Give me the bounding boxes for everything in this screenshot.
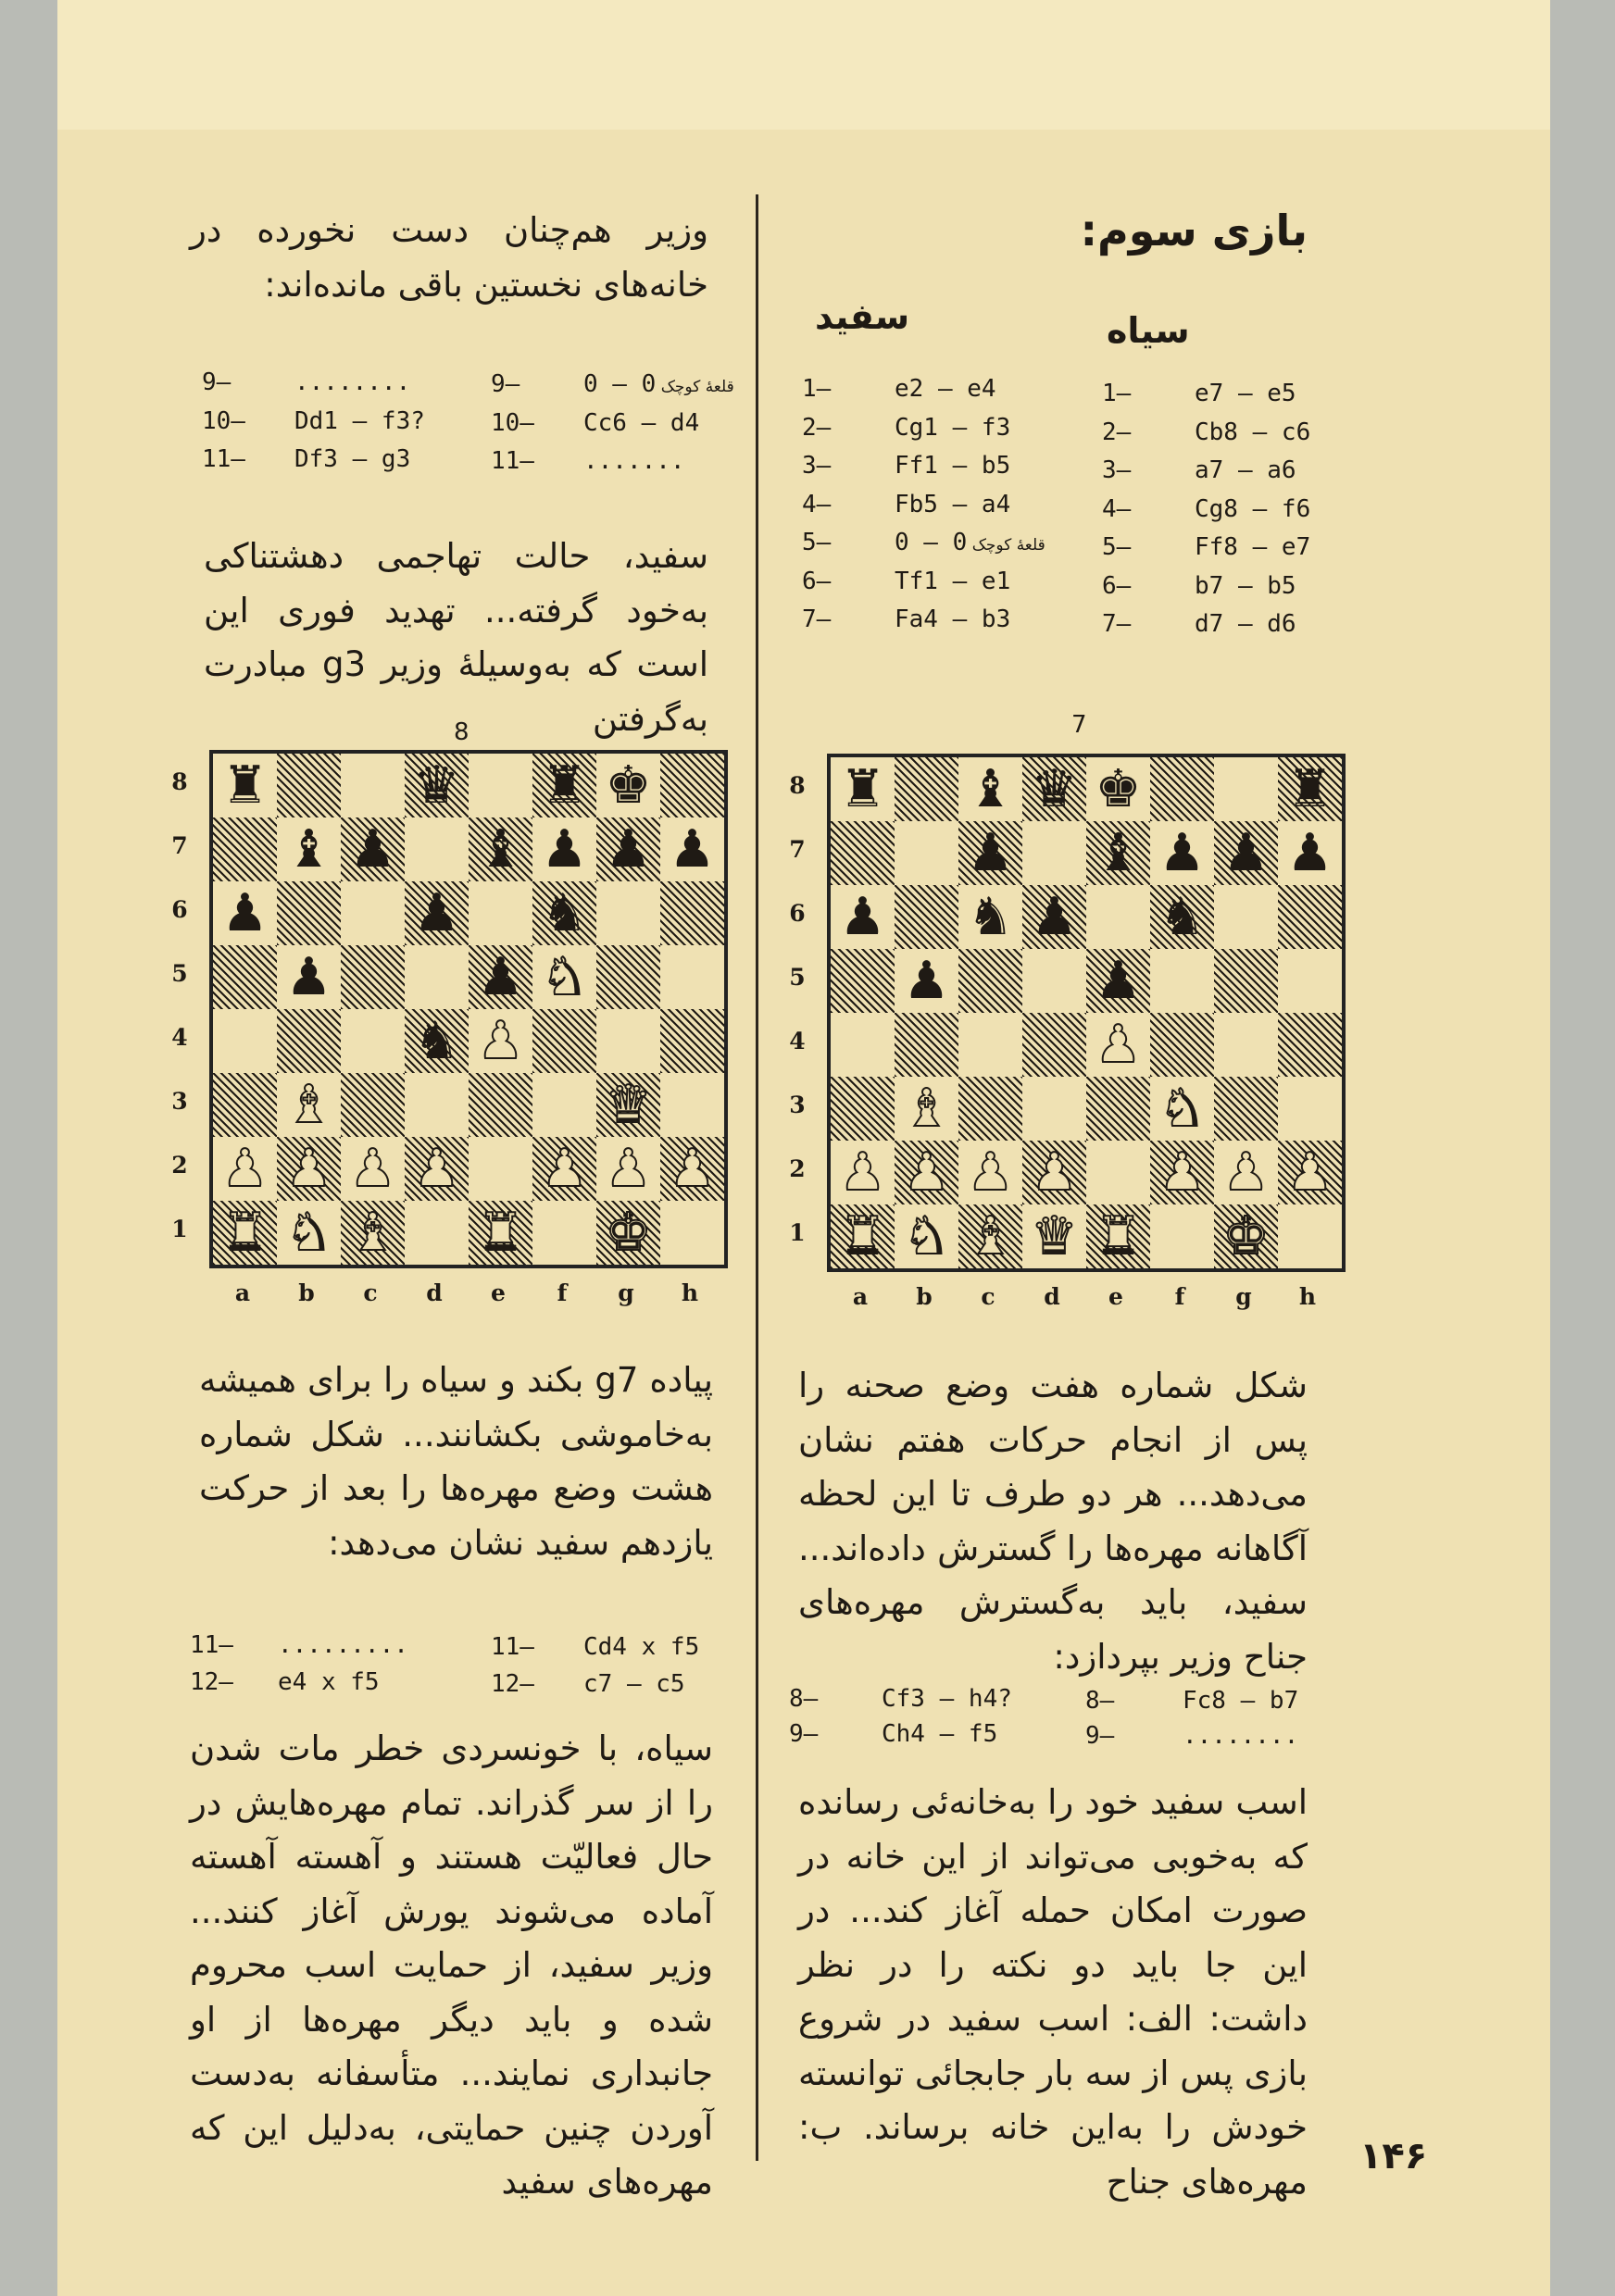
- board-square: [1022, 821, 1086, 885]
- move-row: [1102, 456, 1296, 484]
- black-king-icon: ♚: [1095, 759, 1142, 819]
- board-square: [532, 1073, 596, 1137]
- black-bishop-icon: ♝: [967, 759, 1014, 819]
- board-square: [277, 881, 341, 945]
- file-label: g: [1235, 1283, 1252, 1310]
- rank-label: 4: [171, 1024, 188, 1051]
- black-pawn-icon: ♟: [221, 883, 269, 943]
- black-pawn-icon: ♟: [967, 823, 1014, 883]
- white-queen-icon: ♛: [605, 1075, 652, 1135]
- black-king-icon: ♚: [605, 755, 652, 816]
- black-queen-icon: ♛: [1031, 759, 1078, 819]
- file-label: c: [363, 1279, 378, 1306]
- rank-label: 8: [789, 772, 806, 799]
- white-pawn-icon: ♟: [967, 1142, 1014, 1203]
- move-number: 11—: [491, 447, 534, 475]
- black-pawn-icon: ♟: [477, 947, 524, 1007]
- black-pawn-icon: ♟: [349, 819, 396, 880]
- move-text: Dd1 — f3?: [294, 406, 425, 435]
- board-square: [1150, 949, 1214, 1013]
- move-text: .........: [278, 1631, 408, 1659]
- board-square: [405, 1073, 469, 1137]
- move-text: 0 — 0: [583, 370, 657, 398]
- black-pawn-icon: ♟: [903, 951, 950, 1011]
- move-number: 5—: [1102, 533, 1132, 561]
- board-square: [831, 821, 895, 885]
- move-row: [802, 605, 1010, 633]
- white-pawn-icon: ♟: [349, 1139, 396, 1199]
- move-text: Cd4 x f5: [583, 1633, 700, 1661]
- white-pawn-icon: ♟: [477, 1011, 524, 1071]
- white-pawn-icon: ♟: [1095, 1015, 1142, 1075]
- black-pawn-icon: ♟: [1286, 823, 1333, 883]
- move-text: e2 — e4: [895, 375, 996, 403]
- column-header-black: سیاه: [1107, 310, 1190, 351]
- move-number: 9—: [202, 368, 232, 396]
- board-square: [469, 881, 532, 945]
- white-pawn-icon: ♟: [903, 1142, 950, 1203]
- move-number: 3—: [802, 452, 832, 480]
- white-pawn-icon: ♟: [605, 1139, 652, 1199]
- board-square: [1278, 1204, 1342, 1268]
- file-label: d: [1044, 1283, 1060, 1310]
- board-square: [596, 881, 660, 945]
- move-text: ........: [294, 368, 411, 396]
- diagram-number-8: 8: [454, 718, 469, 746]
- white-king-icon: ♚: [1222, 1206, 1270, 1267]
- board-square: [469, 1137, 532, 1201]
- file-label: h: [1298, 1283, 1317, 1310]
- move-row: [1102, 495, 1310, 523]
- white-pawn-icon: ♟: [413, 1139, 460, 1199]
- left-paragraph-1: سفید، حالت تهاجمی دهشتناکی به‌خود گرفته... تهدید فوری این است که به‌وسیلهٔ وزیر g3 مبادرت به‌گرفتن: [204, 536, 708, 739]
- rank-label: 2: [171, 1152, 188, 1179]
- rank-label: 6: [171, 896, 188, 923]
- file-label: b: [916, 1283, 933, 1310]
- black-pawn-icon: ♟: [669, 819, 716, 880]
- black-pawn-icon: ♟: [413, 883, 460, 943]
- move-text: Ff8 — e7: [1195, 533, 1311, 561]
- board-square: [213, 1073, 277, 1137]
- white-bishop-icon: ♝: [967, 1206, 1014, 1267]
- board-square: [1086, 885, 1150, 949]
- white-knight-icon: ♞: [1158, 1079, 1206, 1139]
- white-pawn-icon: ♟: [221, 1139, 269, 1199]
- move-text: e4 x f5: [278, 1668, 380, 1696]
- move-text: a7 — a6: [1195, 456, 1296, 484]
- white-pawn-icon: ♟: [541, 1139, 588, 1199]
- move-number: 1—: [1102, 380, 1132, 407]
- white-pawn-icon: ♟: [839, 1142, 886, 1203]
- board-square: [1150, 757, 1214, 821]
- rank-label: 6: [789, 900, 806, 927]
- board-square: [213, 817, 277, 881]
- black-rook-icon: ♜: [839, 759, 886, 819]
- board-square: [895, 757, 958, 821]
- board-square: [1022, 1077, 1086, 1141]
- white-pawn-icon: ♟: [1158, 1142, 1206, 1203]
- move-row: [1102, 610, 1296, 638]
- left-paragraph-2: پیاده g7 بکند و سیاه را برای همیشه به‌خاموشی بکشانند... شکل شماره هشت وضع مهره‌ها را بعد از حرکت یازدهم سفید نشان می‌دهد:: [199, 1360, 714, 1563]
- move-text: d7 — d6: [1195, 610, 1296, 638]
- move-text: Fb5 — a4: [895, 490, 1011, 518]
- black-pawn-icon: ♟: [1158, 823, 1206, 883]
- move-row: [1085, 1722, 1298, 1750]
- black-pawn-icon: ♟: [605, 819, 652, 880]
- move-row: [491, 1633, 699, 1661]
- file-label: c: [981, 1283, 995, 1310]
- board-square: [1086, 1077, 1150, 1141]
- board-square: [1214, 949, 1278, 1013]
- move-text: Cf3 — h4?: [882, 1685, 1012, 1713]
- move-text: Cb8 — c6: [1195, 418, 1311, 446]
- board-square: [532, 1009, 596, 1073]
- move-number: 8—: [789, 1685, 819, 1713]
- move-text: b7 — b5: [1195, 571, 1296, 600]
- move-number: 7—: [1102, 610, 1132, 638]
- board-square: [1278, 885, 1342, 949]
- move-text: ........: [1183, 1722, 1299, 1750]
- board-square: [405, 945, 469, 1009]
- black-pawn-icon: ♟: [1031, 887, 1078, 947]
- board-square: [831, 949, 895, 1013]
- white-rook-icon: ♜: [221, 1203, 269, 1263]
- left-paragraph-0: وزیر هم‌چنان دست نخورده در خانه‌های نخستین باقی مانده‌اند:: [190, 210, 708, 305]
- move-row: [491, 1670, 685, 1698]
- move-number: 4—: [1102, 494, 1132, 523]
- black-bishop-icon: ♝: [1095, 823, 1142, 883]
- move-text: c7 — c5: [583, 1670, 685, 1698]
- board-square: [469, 1073, 532, 1137]
- black-queen-icon: ♛: [413, 755, 460, 816]
- file-label: d: [426, 1279, 443, 1306]
- rank-label: 3: [171, 1088, 188, 1115]
- column-divider: [756, 194, 758, 2161]
- board-square: [1278, 949, 1342, 1013]
- board-square: [1278, 1077, 1342, 1141]
- move-number: 6—: [802, 567, 832, 595]
- right-paragraph-2: اسب سفید خود را به‌خانه‌ئی رسانده که به‌خوبی می‌تواند از این خانه در صورت امکان حمله آغاز کند... در این جا باید دو نکته را در نظر داشت: الف: اسب سفید در شروع بازی پس از سه بار جابجائی توانسته خودش را به‌این خانه برساند. ب: مهره‌های جناح: [798, 1782, 1308, 2202]
- move-text: Cg1 — f3: [895, 413, 1011, 442]
- chess-diagram-8: [209, 750, 728, 1268]
- move-row: [802, 375, 996, 403]
- board-square: [1086, 1141, 1150, 1204]
- board-square: [277, 754, 341, 817]
- move-row: [202, 407, 425, 435]
- black-knight-icon: ♞: [967, 887, 1014, 947]
- white-pawn-icon: ♟: [669, 1139, 716, 1199]
- black-knight-icon: ♞: [413, 1011, 460, 1071]
- move-row: [491, 409, 699, 437]
- move-row: [190, 1668, 380, 1696]
- black-pawn-icon: ♟: [1222, 823, 1270, 883]
- board-square: [660, 1009, 724, 1073]
- move-row: [1085, 1687, 1298, 1715]
- move-row: [202, 445, 410, 473]
- board-square: [341, 1073, 405, 1137]
- move-number: 10—: [202, 406, 245, 435]
- black-bishop-icon: ♝: [285, 819, 332, 880]
- board-square: [1150, 1013, 1214, 1077]
- file-label: e: [1108, 1283, 1123, 1310]
- board-square: [1150, 1204, 1214, 1268]
- rank-label: 1: [789, 1219, 806, 1246]
- board-square: [341, 881, 405, 945]
- board-square: [1214, 1077, 1278, 1141]
- move-number: 9—: [491, 370, 520, 398]
- game-title: بازی سوم:: [1080, 206, 1308, 256]
- move-number: 3—: [1102, 456, 1132, 484]
- move-row: [789, 1685, 1012, 1713]
- board-square: [1278, 1013, 1342, 1077]
- move-text: Df3 — g3: [294, 445, 411, 473]
- move-number: 9—: [789, 1720, 819, 1748]
- move-row: [802, 529, 1045, 556]
- board-square: [831, 1077, 895, 1141]
- rank-label: 2: [789, 1155, 806, 1182]
- move-number: 11—: [491, 1633, 534, 1661]
- file-label: g: [618, 1279, 634, 1306]
- black-rook-icon: ♜: [541, 755, 588, 816]
- rank-label: 5: [789, 964, 806, 991]
- board-square: [958, 1077, 1022, 1141]
- rank-label: 3: [789, 1092, 806, 1118]
- white-rook-icon: ♜: [477, 1203, 524, 1263]
- castling-note: قلعهٔ کوچک: [656, 378, 734, 396]
- page-number: ۱۴۶: [1359, 2135, 1428, 2177]
- file-label: f: [1174, 1283, 1185, 1310]
- move-number: 7—: [802, 605, 832, 633]
- move-number: 6—: [1102, 571, 1132, 600]
- file-label: b: [298, 1279, 315, 1306]
- board-square: [596, 1009, 660, 1073]
- castling-note: قلعهٔ کوچک: [967, 536, 1045, 555]
- black-pawn-icon: ♟: [839, 887, 886, 947]
- black-rook-icon: ♜: [1286, 759, 1333, 819]
- file-label: f: [557, 1279, 568, 1306]
- rank-label: 7: [789, 836, 806, 863]
- move-number: 12—: [491, 1670, 534, 1698]
- move-number: 9—: [1085, 1722, 1115, 1750]
- board-square: [660, 754, 724, 817]
- board-square: [213, 1009, 277, 1073]
- board-square: [596, 945, 660, 1009]
- move-number: 2—: [802, 413, 832, 442]
- board-square: [1022, 1013, 1086, 1077]
- board-square: [1214, 757, 1278, 821]
- white-pawn-icon: ♟: [1031, 1142, 1078, 1203]
- move-row: [1102, 380, 1296, 407]
- move-row: [802, 491, 1010, 518]
- move-text: e7 — e5: [1195, 380, 1296, 407]
- white-rook-icon: ♜: [1095, 1206, 1142, 1267]
- move-number: 4—: [802, 490, 832, 518]
- board-square: [341, 945, 405, 1009]
- move-number: 12—: [190, 1668, 233, 1696]
- move-text: Fc8 — b7: [1183, 1687, 1299, 1715]
- black-knight-icon: ♞: [1158, 887, 1206, 947]
- move-row: [802, 568, 1010, 595]
- black-bishop-icon: ♝: [477, 819, 524, 880]
- move-text: Cg8 — f6: [1195, 494, 1311, 523]
- board-square: [277, 1009, 341, 1073]
- rank-label: 4: [789, 1028, 806, 1054]
- white-bishop-icon: ♝: [285, 1075, 332, 1135]
- board-square: [958, 949, 1022, 1013]
- black-pawn-icon: ♟: [1095, 951, 1142, 1011]
- move-text: Tf1 — e1: [895, 567, 1011, 595]
- board-square: [895, 821, 958, 885]
- rank-label: 7: [171, 832, 188, 859]
- move-number: 11—: [190, 1631, 233, 1659]
- board-square: [660, 881, 724, 945]
- white-bishop-icon: ♝: [349, 1203, 396, 1263]
- move-text: .......: [583, 447, 685, 475]
- move-row: [789, 1720, 997, 1748]
- white-knight-icon: ♞: [285, 1203, 332, 1263]
- white-knight-icon: ♞: [903, 1206, 950, 1267]
- board-square: [831, 1013, 895, 1077]
- white-pawn-icon: ♟: [285, 1139, 332, 1199]
- move-row: [491, 447, 685, 475]
- board-square: [895, 885, 958, 949]
- move-row: [190, 1631, 408, 1659]
- move-row: [1102, 572, 1296, 600]
- board-square: [469, 754, 532, 817]
- board-square: [341, 754, 405, 817]
- move-row: [202, 368, 410, 396]
- column-header-white: سفید: [815, 296, 910, 337]
- left-paragraph-3: سیاه، با خونسردی خطر مات شدن را از سر گذراند. تمام مهره‌هایش در حال فعالیّت هستند و آهسته آهسته آماده می‌شوند یورش آغاز کنند... وزیر سفید، از حمایت اسب محروم شده و باید دیگر مهره‌ها از او جانبداری نمایند... متأسفانه به‌دست آوردن چنین حمایتی، به‌دلیل این که مهره‌های سفید: [190, 1728, 713, 2202]
- black-knight-icon: ♞: [541, 883, 588, 943]
- board-square: [405, 1201, 469, 1265]
- move-number: 8—: [1085, 1687, 1115, 1715]
- board-square: [532, 1201, 596, 1265]
- move-number: 2—: [1102, 418, 1132, 446]
- white-knight-icon: ♞: [541, 947, 588, 1007]
- move-row: [1102, 533, 1310, 561]
- white-bishop-icon: ♝: [903, 1079, 950, 1139]
- file-label: a: [852, 1283, 869, 1310]
- move-text: Ch4 — f5: [882, 1720, 998, 1748]
- board-square: [213, 945, 277, 1009]
- file-label: e: [491, 1279, 506, 1306]
- white-pawn-icon: ♟: [1222, 1142, 1270, 1203]
- move-row: [802, 414, 1010, 442]
- move-number: 5—: [802, 529, 832, 556]
- move-row: [1102, 418, 1310, 446]
- move-text: Ff1 — b5: [895, 452, 1011, 480]
- chess-diagram-7: [827, 754, 1346, 1272]
- white-king-icon: ♚: [605, 1203, 652, 1263]
- white-rook-icon: ♜: [839, 1206, 886, 1267]
- board-square: [660, 1073, 724, 1137]
- file-label: a: [234, 1279, 251, 1306]
- move-row: [802, 452, 1010, 480]
- black-rook-icon: ♜: [221, 755, 269, 816]
- move-text: Fa4 — b3: [895, 605, 1011, 633]
- white-queen-icon: ♛: [1031, 1206, 1078, 1267]
- board-square: [1214, 1013, 1278, 1077]
- board-square: [660, 1201, 724, 1265]
- board-square: [895, 1013, 958, 1077]
- move-text: 0 — 0: [895, 529, 968, 556]
- move-number: 11—: [202, 445, 245, 473]
- black-pawn-icon: ♟: [285, 947, 332, 1007]
- board-square: [1022, 949, 1086, 1013]
- rank-label: 8: [171, 768, 188, 795]
- file-label: h: [681, 1279, 699, 1306]
- board-square: [341, 1009, 405, 1073]
- board-square: [1214, 885, 1278, 949]
- board-square: [405, 817, 469, 881]
- move-number: 10—: [491, 408, 534, 437]
- white-pawn-icon: ♟: [1286, 1142, 1333, 1203]
- move-row: [491, 370, 734, 398]
- diagram-number-7: 7: [1071, 711, 1087, 739]
- right-paragraph-1: شکل شماره هفت وضع صحنه را پس از انجام حرکات هفتم نشان می‌دهد... هر دو طرف تا این لحظه آگاهانه مهره‌ها را گسترش داده‌اند... سفید، باید به‌گسترش مهره‌های جناح وزیر بپردازد:: [798, 1366, 1308, 1677]
- board-square: [660, 945, 724, 1009]
- rank-label: 1: [171, 1216, 188, 1242]
- board-square: [958, 1013, 1022, 1077]
- rank-label: 5: [171, 960, 188, 987]
- move-text: Cc6 — d4: [583, 408, 700, 437]
- black-pawn-icon: ♟: [541, 819, 588, 880]
- move-number: 1—: [802, 375, 832, 403]
